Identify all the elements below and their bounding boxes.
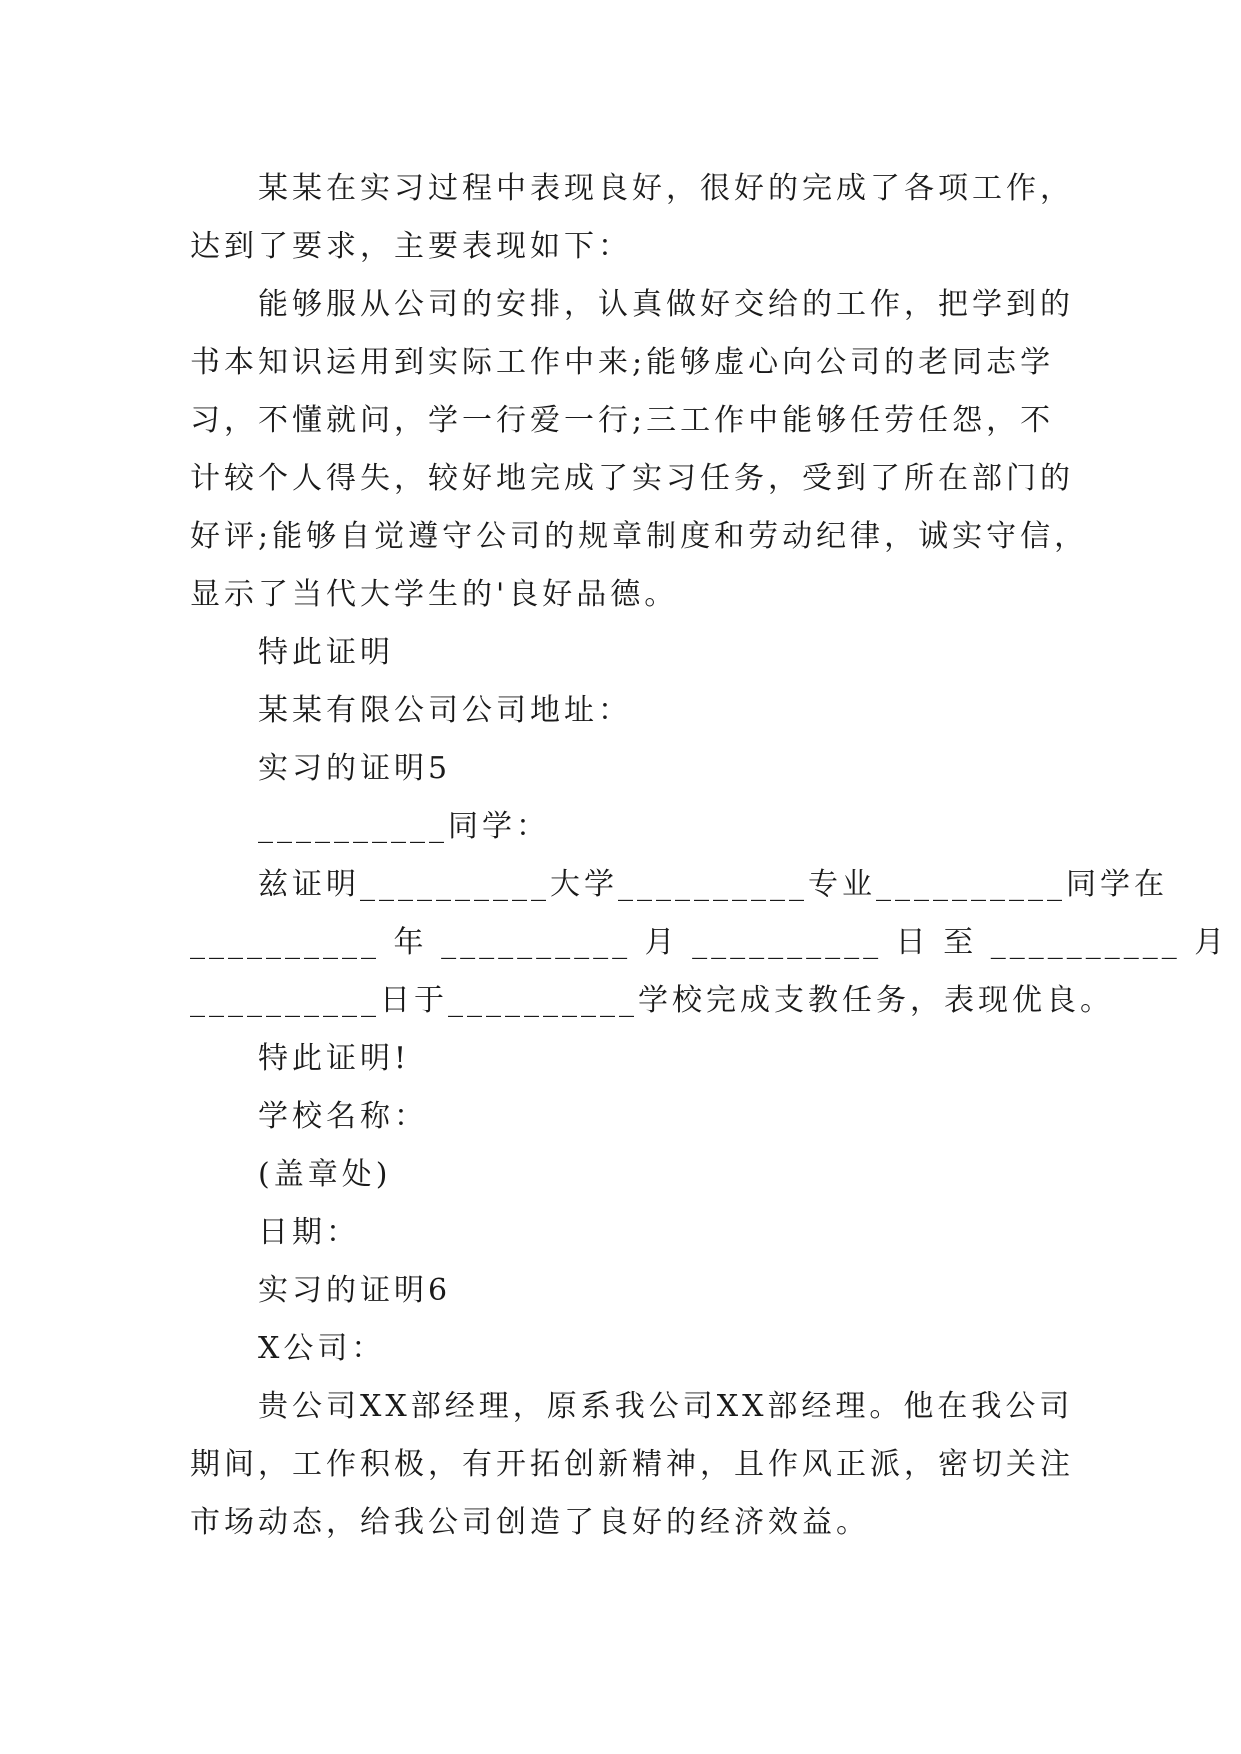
text-line: 计较个人得失，较好地完成了实习任务，受到了所在部门的 <box>190 461 1074 496</box>
text-line: 能够服从公司的安排，认真做好交给的工作，把学到的 <box>258 287 1074 322</box>
text-line: 期间，工作积极，有开拓创新精神，且作风正派，密切关注 <box>190 1447 1074 1482</box>
section-heading: 实习的证明6 <box>258 1273 452 1308</box>
text-line: __________日于__________学校完成支教任务，表现优良。 <box>190 983 1114 1018</box>
text-line: 某某有限公司公司地址： <box>258 693 632 728</box>
text-line: 贵公司XX部经理，原系我公司XX部经理。他在我公司 <box>258 1389 1074 1424</box>
text-line: 市场动态，给我公司创造了良好的经济效益。 <box>190 1505 870 1540</box>
text-line: 达到了要求，主要表现如下： <box>190 229 632 264</box>
text-line: 书本知识运用到实际工作中来;能够虚心向公司的老同志学 <box>190 345 1055 380</box>
text-line: __________ 年 __________ 月 __________ 日 至 __________ 月 <box>190 925 1229 960</box>
text-line: 学校名称： <box>258 1099 428 1134</box>
text-line: 日期： <box>258 1215 360 1250</box>
text-line: X公司： <box>258 1331 386 1366</box>
text-line: 特此证明 <box>258 635 394 670</box>
text-line: __________同学： <box>258 809 550 844</box>
text-line: 兹证明__________大学__________专业__________同学在 <box>258 867 1168 902</box>
text-line: 好评;能够自觉遵守公司的规章制度和劳动纪律，诚实守信， <box>190 519 1089 554</box>
text-line: 特此证明! <box>258 1041 411 1076</box>
text-line: 显示了当代大学生的'良好品德。 <box>190 577 679 612</box>
section-heading: 实习的证明5 <box>258 751 452 786</box>
document-body <box>190 160 1229 1552</box>
text-line: 习，不懂就问，学一行爱一行;三工作中能够任劳任怨，不 <box>190 403 1055 438</box>
text-line: (盖章处) <box>258 1157 392 1192</box>
text-line: 某某在实习过程中表现良好，很好的完成了各项工作， <box>258 171 1074 206</box>
